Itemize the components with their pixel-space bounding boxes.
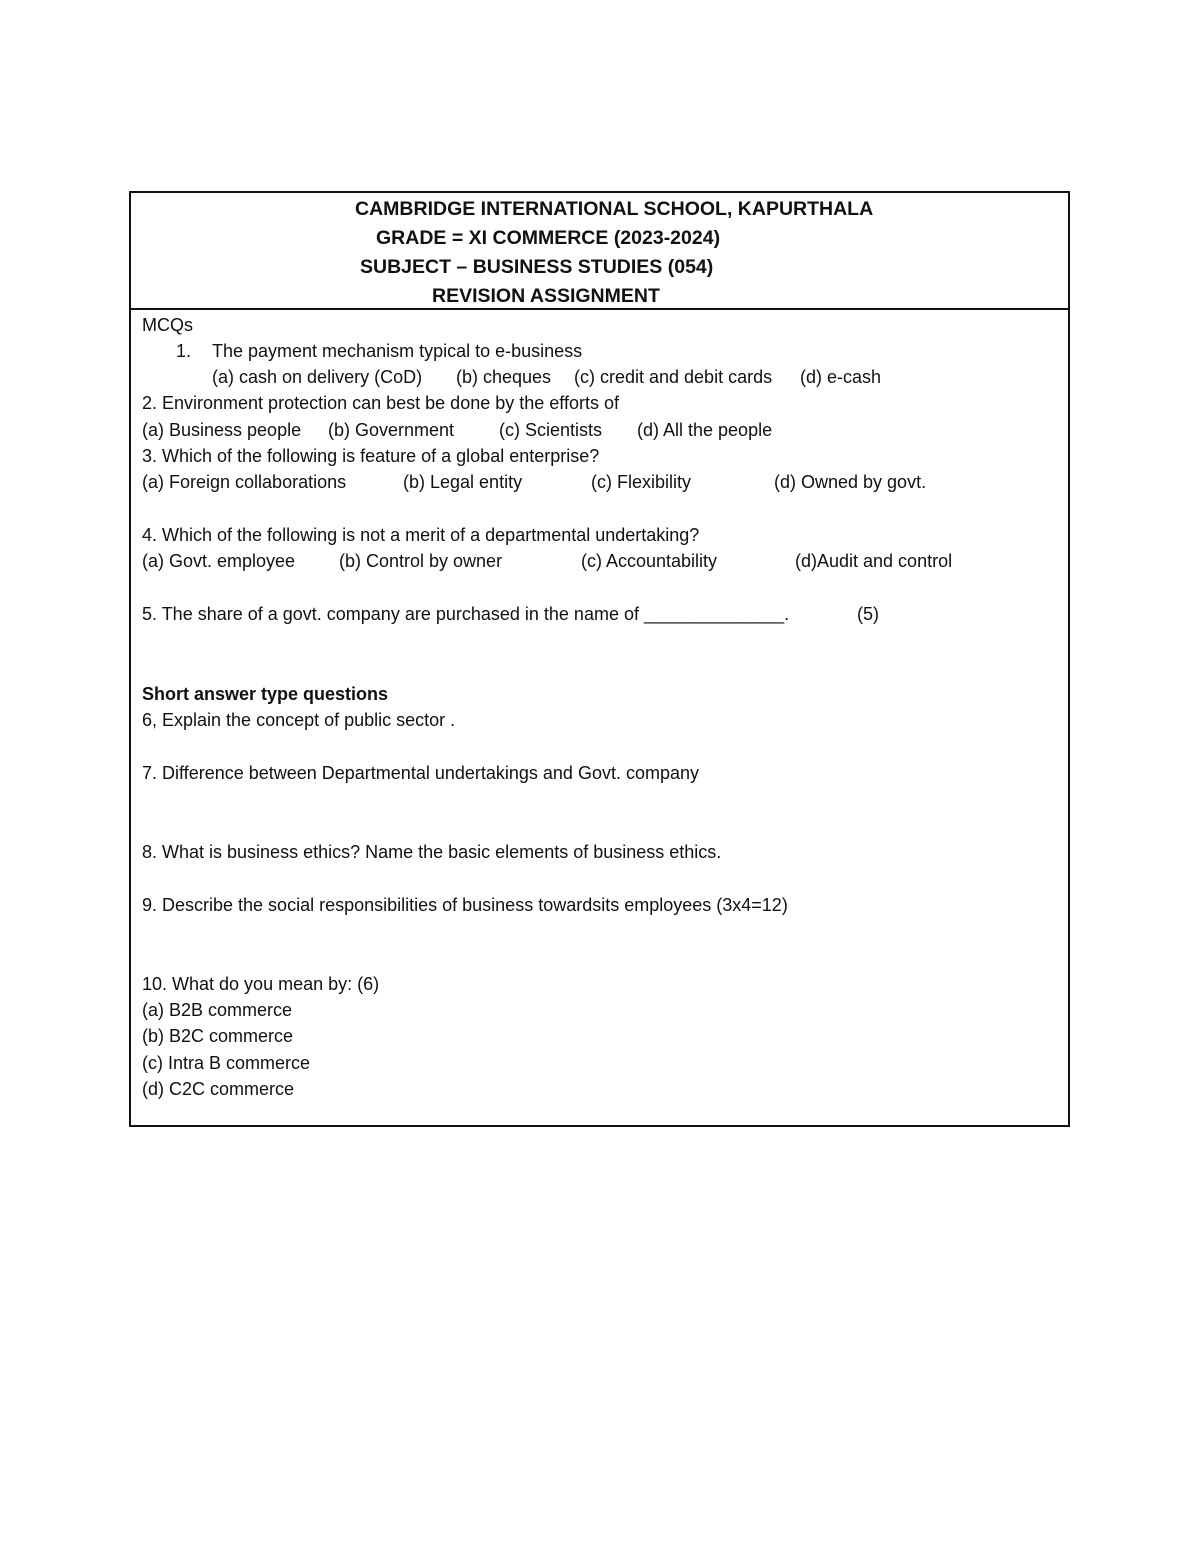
q3-option-d: (d) Owned by govt. [774,472,927,492]
q9-text: 9. Describe the social responsibilities of business towardsits employees (3x4=12) [142,895,788,915]
q5-text: 5. The share of a govt. company are purchased in the name of ______________. [142,604,790,624]
school-name: CAMBRIDGE INTERNATIONAL SCHOOL, KAPURTHALA [355,198,874,220]
q3-text: 3. Which of the following is feature of a global enterprise? [142,446,600,466]
q1-option-a: (a) cash on delivery (CoD) [212,367,423,387]
q7-text: 7. Difference between Departmental undertakings and Govt. company [142,763,699,783]
q4-option-a: (a) Govt. employee [142,551,296,571]
q1-number: 1. [176,341,192,361]
q1-option-d: (d) e-cash [800,367,882,387]
q2-option-c: (c) Scientists [499,420,603,440]
q10-text: 10. What do you mean by: (6) [142,974,380,994]
q10-part-b: (b) B2C commerce [142,1026,294,1046]
q3-option-a: (a) Foreign collaborations [142,472,347,492]
q6-text: 6, Explain the concept of public sector . [142,710,456,730]
short-answer-heading: Short answer type questions [142,684,389,704]
q4-option-b: (b) Control by owner [339,551,503,571]
q3-option-b: (b) Legal entity [403,472,523,492]
q3-option-c: (c) Flexibility [591,472,692,492]
q1-text: The payment mechanism typical to e-business [212,341,583,361]
q1-option-b: (b) cheques [456,367,552,387]
q4-option-d: (d)Audit and control [795,551,953,571]
q2-text: 2. Environment protection can best be done by the efforts of [142,393,619,413]
q2-option-a: (a) Business people [142,420,302,440]
q10-part-a: (a) B2B commerce [142,1000,293,1020]
q10-part-d: (d) C2C commerce [142,1079,295,1099]
sheet-header [131,193,1068,310]
q2-option-d: (d) All the people [637,420,773,440]
assignment-title: REVISION ASSIGNMENT [432,285,660,307]
q8-text: 8. What is business ethics? Name the basic elements of business ethics. [142,842,722,862]
q10-part-c: (c) Intra B commerce [142,1053,311,1073]
q1-option-c: (c) credit and debit cards [574,367,773,387]
assignment-sheet [129,191,1070,1127]
grade-line: GRADE = XI COMMERCE (2023-2024) [376,227,721,249]
subject-line: SUBJECT – BUSINESS STUDIES (054) [360,256,714,278]
q2-option-b: (b) Government [328,420,455,440]
q4-option-c: (c) Accountability [581,551,718,571]
q5-marks: (5) [857,604,879,624]
q4-text: 4. Which of the following is not a merit of a departmental undertaking? [142,525,700,545]
mcq-heading: MCQs [142,315,193,335]
